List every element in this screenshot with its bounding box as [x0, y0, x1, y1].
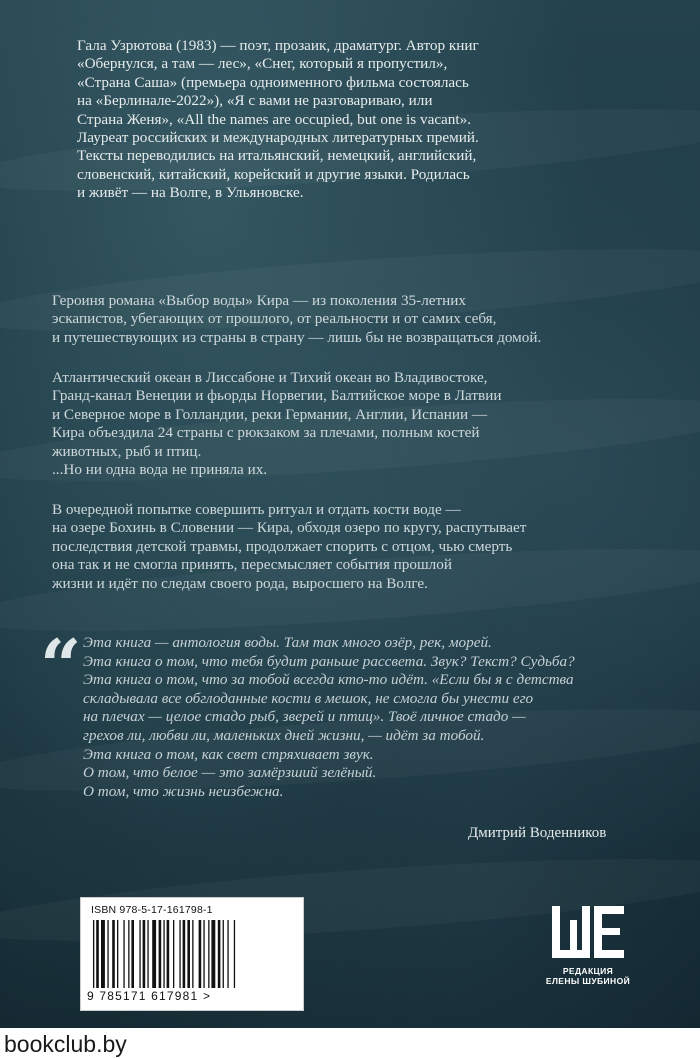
- description-line: Атлантический океан в Лиссабоне и Тихий океан во Владивостоке,: [52, 369, 488, 386]
- quote-author: Дмитрий Воденников: [468, 825, 607, 841]
- author-bio: [77, 37, 637, 203]
- description-line: животных, рыб и птиц.: [52, 442, 202, 460]
- publisher-caption-line: РЕДАКЦИЯ: [562, 966, 614, 976]
- description-line: эскапистов, убегающих от прошлого, от реальности и от самих себя,: [52, 310, 497, 328]
- site-name: bookclub.by: [4, 1031, 127, 1057]
- description-line: Кира объездила 24 страны с рюкзаком за плечами, полным костей: [52, 424, 480, 442]
- quote-line: Эта книга о том, что тебя будит раньше рассвета. Звук? Текст? Судьба?: [83, 652, 575, 670]
- description-paragraph: [52, 501, 652, 593]
- bio-line: «Обернулся, а там — лес», «Снег, который я пропустил»,: [77, 55, 448, 73]
- publisher-logo-icon: [538, 902, 638, 964]
- description-line: Гранд-канал Венеции и фьорды Норвегии, Балтийское море в Латвии: [52, 387, 502, 405]
- description-paragraph: [52, 369, 652, 479]
- quote-line: О том, что жизнь неизбежна.: [83, 782, 284, 800]
- quote-line: О том, что белое — это замёрзший зелёный.: [83, 764, 377, 782]
- description-line: и Северное море в Голландии, реки Германии, Англии, Испании —: [52, 405, 488, 423]
- quote-line: Эта книга о том, что за тобой всегда кто-то идёт. «Если бы я с детства: [83, 671, 574, 689]
- quote-line: на плечах — целое стадо рыб, зверей и птиц». Твоё личное стадо —: [83, 708, 526, 726]
- description-line: жизни и идёт по следам своего рода, выросшего на Волге.: [52, 574, 428, 592]
- bio-line: Тексты переводились на итальянский, немецкий, английский,: [77, 147, 477, 165]
- description-line: и путешествующих из страны в страну — лишь бы не возвращаться домой.: [52, 328, 542, 346]
- bio-line: «Страна Саша» (премьера одноименного фильма состоялась: [77, 73, 469, 91]
- publisher-caption-line: ЕЛЕНЫ ШУБИНОЙ: [545, 976, 631, 986]
- bio-line: Страна Женя», «All the names are occupied, but one is vacant».: [77, 110, 471, 128]
- bio-line: Гала Узрютова (1983) — поэт, прозаик, драматург. Автор книг: [77, 37, 479, 54]
- bio-line: и живёт — на Волге, в Ульяновске.: [77, 184, 304, 202]
- quote-line: грехов ли, любви ли, маленьких дней жизни, — идёт за тобой.: [83, 726, 485, 744]
- description-line: последствия детской травмы, продолжает спорить с отцом, чью смерть: [52, 537, 513, 555]
- bio-line: словенский, китайский, корейский и другие языки. Родилась: [77, 165, 470, 183]
- description-line: она так и не смогла принять, пересмысляет события прошлой: [52, 556, 452, 574]
- description-line: на озере Бохинь в Словении — Кира, обходя озеро по кругу, распутывает: [52, 519, 527, 537]
- site-watermark: [0, 1028, 700, 1059]
- isbn-barcode: [80, 897, 304, 1011]
- bio-line: Лауреат российских и международных литературных премий.: [77, 129, 479, 147]
- quote-line: Эта книга о том, как свет стряхивает звук.: [83, 745, 374, 763]
- publisher-logo: [538, 902, 638, 1012]
- bio-line: на «Берлинале-2022»), «Я с вами не разговариваю, или: [77, 92, 433, 110]
- quote-line: Эта книга — антология воды. Там так много озёр, рек, морей.: [83, 634, 492, 651]
- description-line: ...Но ни одна вода не приняла их.: [52, 461, 268, 479]
- barcode-bars-icon: [91, 920, 291, 988]
- description-paragraph: [52, 292, 652, 347]
- publisher-caption: [538, 966, 638, 986]
- quote-line: складывала все обглоданные кости в мешок, не смогла бы унести его: [83, 689, 534, 707]
- isbn-label: ISBN 978-5-17-161798-1: [91, 904, 213, 916]
- description-line: Героиня романа «Выбор воды» Кира — из поколения 35-летних: [52, 292, 467, 309]
- barcode-digits: 9 785171 617981 >: [87, 989, 212, 1003]
- quote-mark-icon: “: [40, 623, 82, 708]
- description-line: В очередной попытке совершить ритуал и отдать кости воде —: [52, 501, 461, 518]
- quote-text: [83, 634, 653, 801]
